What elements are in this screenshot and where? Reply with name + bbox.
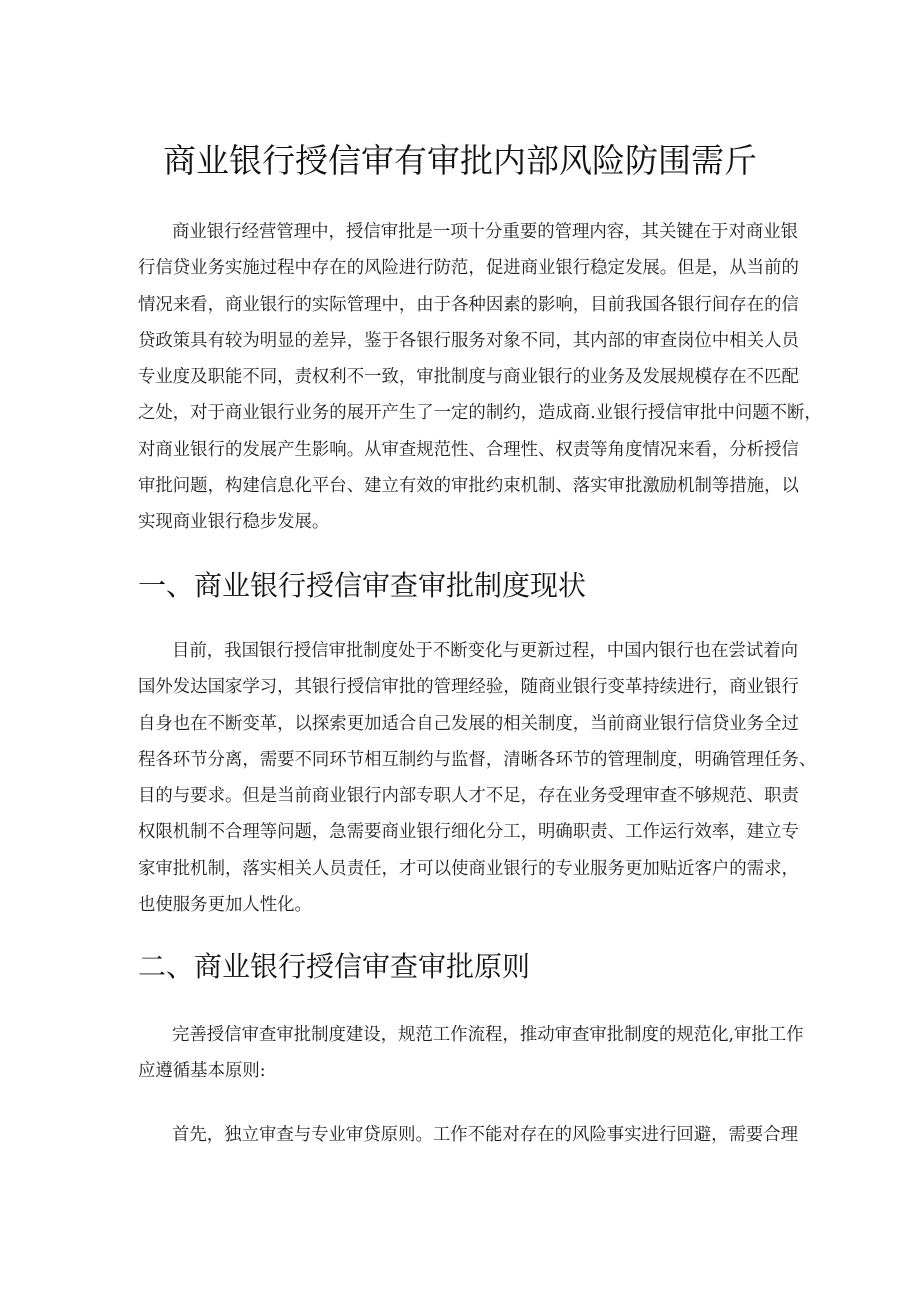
text-line: 家审批机制，落实相关人员责任，才可以使商业银行的专业服务更加贴近客户的需求，: [138, 858, 799, 879]
text-line: 程各环节分离，需要不同环节相互制约与监督，清晰各环节的管理制度，明确管理任务、: [138, 749, 817, 770]
text-line: 权限机制不合理等问题，急需要商业银行细化分工，明确职责、工作运行效率，建立专: [138, 822, 799, 843]
text-line: 目的与要求。但是当前商业银行内部专职人才不足，存在业务受理审查不够规范、职责: [138, 786, 799, 807]
document-title: 商业银行授信审有审批内部风险防围需斤: [163, 141, 757, 180]
text-line: 实现商业银行稳步发展。: [138, 512, 330, 533]
text-line: 目前，我国银行授信审批制度处于不断变化与更新过程，中国内银行也在尝试着向: [172, 641, 799, 661]
section-heading-2: 二、商业银行授信审查审批原则: [138, 950, 531, 983]
section-1-paragraph: [138, 633, 817, 923]
text-line: 商业银行经营管理中，授信审批是一项十分重要的管理内容，其关键在于对商业银: [172, 222, 799, 242]
section-2-paragraph-1: [138, 1017, 804, 1090]
section-2-paragraph-2: [138, 1117, 799, 1153]
text-line: 情况来看，商业银行的实际管理中，由于各种因素的影响，目前我国各银行间存在的信: [138, 294, 799, 315]
text-line: 之处，对于商业银行业务的展开产生了一定的制约，造成商.业银行授信审批中问题不断，: [138, 403, 822, 424]
text-line: 专业度及职能不同，责权利不一致，审批制度与商业银行的业务及发展规模存在不匹配: [138, 367, 799, 388]
text-line: 国外发达国家学习，其银行授信审批的管理经验，随商业银行变革持续进行，商业银行: [138, 677, 799, 698]
section-heading-1: 一、商业银行授信审查审批制度现状: [138, 569, 587, 602]
text-line: 自身也在不断变革，以探索更加适合自己发展的相关制度，当前商业银行信贷业务全过: [138, 713, 799, 734]
text-line: 首先，独立审查与专业审贷原则。工作不能对存在的风险事实进行回避，需要合理: [172, 1125, 799, 1145]
text-line: 也使服务更加人性化。: [138, 895, 312, 916]
intro-paragraph: [138, 214, 822, 541]
text-line: 对商业银行的发展产生影响。从审查规范性、合理性、权责等角度情况来看，分析授信: [138, 439, 799, 460]
text-line: 贷政策具有较为明显的差异，鉴于各银行服务对象不同，其内部的审查岗位中相关人员: [138, 330, 799, 351]
text-line: 审批问题，构建信息化平台、建立有效的审批约束机制、落实审批激励机制等措施，以: [138, 476, 799, 497]
text-line: 行信贷业务实施过程中存在的风险进行防范，促进商业银行稳定发展。但是，从当前的: [138, 258, 799, 279]
text-line: 应遵循基本原则:: [138, 1061, 266, 1082]
text-line: 完善授信审查审批制度建设，规范工作流程，推动审查审批制度的规范化,审批工作: [172, 1025, 804, 1045]
